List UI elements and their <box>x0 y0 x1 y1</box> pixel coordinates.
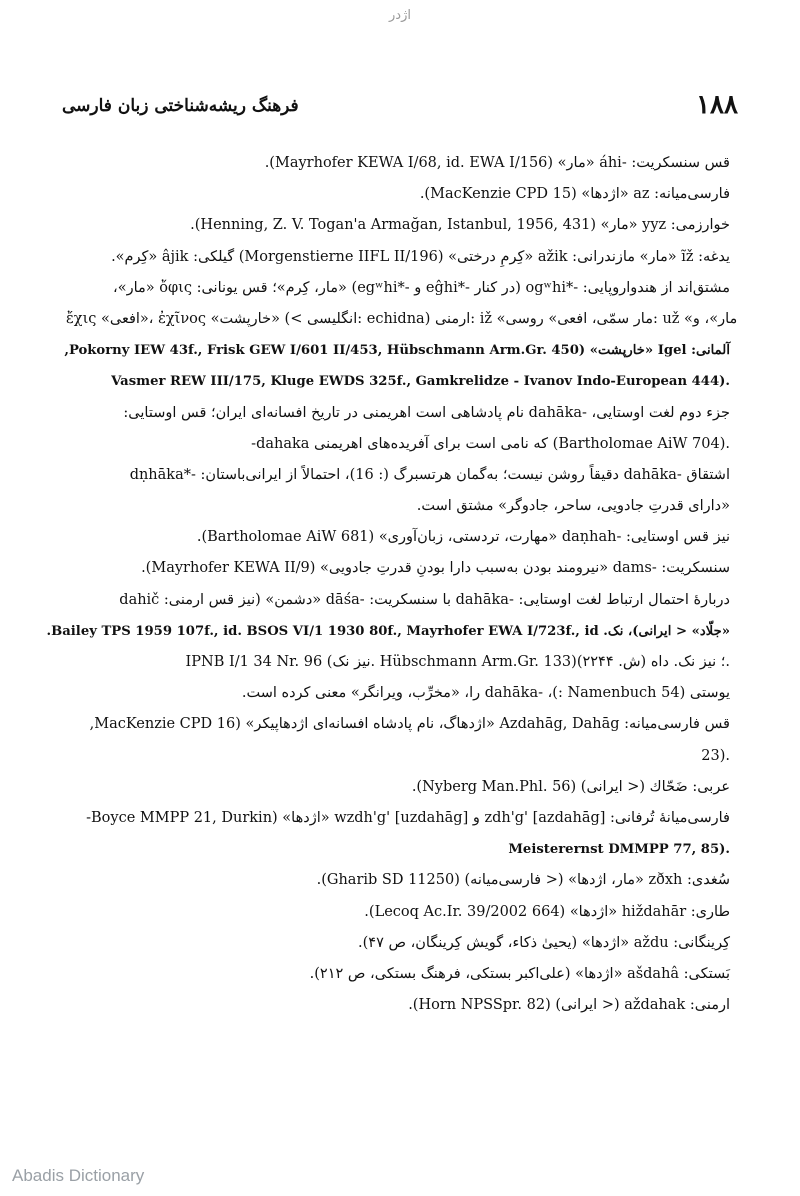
text-line: قس فارسی‌میانه: Azdahāg, Dahāg «اژدهاگ، نام پادشاه افسانه‌ای اژدهاپیکر» (MacKenzie CPD 16, <box>89 716 730 733</box>
text-line: مشتق‌اند از هندواروپایی: -*ogʷhi (در کنار -*eĝhi و -*egʷhi) «مار، کِرم»؛ قس یونانی: ὄφις «مار»، <box>113 279 730 296</box>
text-line: Meisterernst DMMPP 77, 85). <box>508 842 730 858</box>
text-line: 23). <box>701 747 730 764</box>
page-number: ۱۸۸ <box>696 90 738 120</box>
top-word: اژدر <box>389 8 411 23</box>
text-line: فارسی‌میانه: az «اژدها» (MacKenzie CPD 15). <box>419 186 730 203</box>
text-line: سنسکریت: -dams «نیرومند بودن به‌سبب دارا بودنِ قدرتِ جادویی» (Mayrhofer KEWA II/9). <box>141 560 730 577</box>
text-line: Vasmer REW III/175, Kluge EWDS 325f., Gamkrelidze - Ivanov Indo-European 444). <box>111 374 730 390</box>
text-line: -dahaka که نامی است برای آفریده‌های اهریمنی (Bartholomae AiW 704). <box>251 435 730 452</box>
text-line: عربی: ضَحّاك (< ایرانی) (Nyberg Man.Phl. 56). <box>411 778 730 795</box>
text-line: یدغه: ĩž «مار» مازندرانی: ažik «کِرمِ درختی» (Morgenstierne IIFL II/196) گیلکی: âjik «کِرم». <box>111 248 730 265</box>
text-line: طاری: hiždahār «اژدها» (Lecoq Ac.Ir. 39/2002 664). <box>364 903 730 920</box>
text-line: یوستی (Namenbuch 54 :)، -dahāka را، «مخرِّب، ویرانگر» معنی کرده است. <box>241 685 730 702</box>
text-line: «دارای قدرتِ جادویی، ساحر، جادوگر» مشتق است. <box>416 498 730 515</box>
text-line: نیز قس اوستایی: -daṇhah «مهارت، تردستی، زبان‌آوری» (Bartholomae AiW 681). <box>196 529 730 546</box>
text-line: آلمانی: Igel «خارپشت» (Pokorny IEW 43f., Frisk GEW I/601 II/453, Hübschmann Arm.Gr. 450, <box>64 343 730 359</box>
text-line: اشتقاق -dahāka دقیقاً روشن نیست؛ به‌گمان هرتسبرگ (: 16)، احتمالاً از ایرانی‌باستان: -*dṇhāka <box>129 466 730 483</box>
text-line: خوارزمی: yyz «مار» (Henning, Z. V. Togan'a Armağan, Istanbul, 1956, 431). <box>190 217 730 234</box>
text-line: جزء دوم لغت اوستایی، -dahāka نام پادشاهی است اهریمنی در تاریخ افسانه‌ای ایران؛ قس اوستایی: <box>123 404 730 421</box>
text-line: فارسی‌میانهٔ تُرفانی: [azdahāg] 'zdh'g و [uzdahāg] 'wzdh'g «اژدها» (Boyce MMPP 21, Durkin- <box>86 809 730 826</box>
running-title: فرهنگ ریشه‌شناختی زبان فارسی <box>62 96 299 116</box>
text-line: ἔχις «افعی»، ἐχῖνος «خارپشت» (< انگلیسی: echidna) ارمنی: iž «مار سمّی، افعی» روسی: už «مار»، و <box>66 310 738 327</box>
text-line: ارمنی: aždahak (< ایرانی) (Horn NPSSpr. 82). <box>408 997 730 1014</box>
text-line: قس سنسکریت: -áhi «مار» (Mayrhofer KEWA I/68, id. EWA I/156). <box>264 155 730 171</box>
text-line: سُغدی: zðxh «مار، اژدها» (< فارسی‌میانه) (Gharib SD 11250). <box>316 872 730 889</box>
text-line: کِرینگانی: aždu «اژدها» (یحییٰ ذکاء، گویش کِرینگان، ص ۴۷). <box>358 934 730 951</box>
text-line: بَستکی: ašdahâ «اژدها» (علی‌اکبر بستکی، فرهنگ بستکی، ص ۲۱۲). <box>309 965 730 982</box>
text-line: «جلّاد» < ایرانی)، نک. Bailey TPS 1959 107f., id. BSOS VI/1 1930 80f., Mayrhofer EWA I/723f., id. <box>46 623 730 639</box>
text-line: IPNB I/1 34 Nr. 96 (نیز نک. Hübschmann Arm.Gr. 133)؛ نیز نک. داه (ش. ۲۲۴۴). <box>185 654 730 670</box>
entry-body <box>46 148 738 1021</box>
site-watermark: Abadis Dictionary <box>12 1166 145 1185</box>
text-line: دربارهٔ احتمال ارتباط لغت اوستایی: -dahāka با سنسکریت: -dāśa «دشمن» (نیز قس ارمنی: dahič <box>119 591 730 608</box>
